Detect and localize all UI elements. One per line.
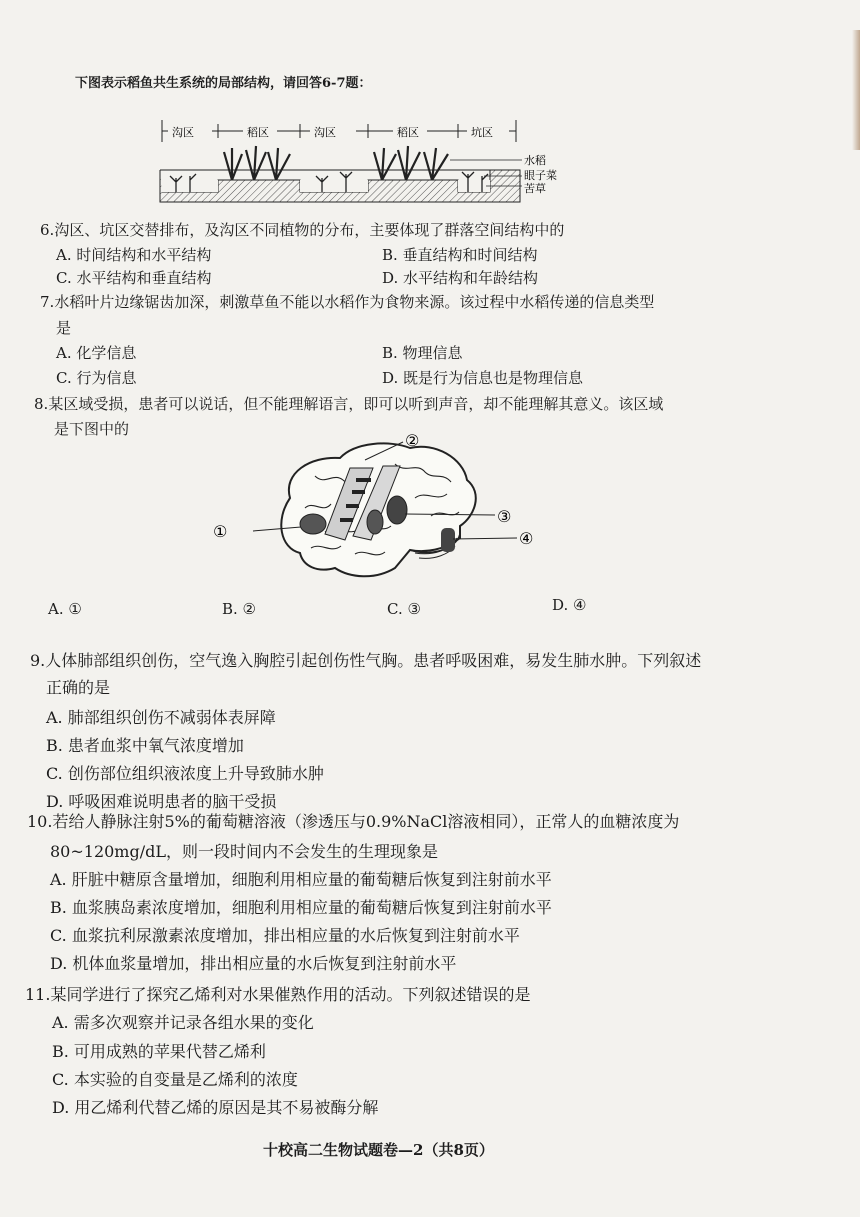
q10-option-d: D. 机体血浆量增加，排出相应量的水后恢复到注射前水平	[50, 954, 457, 973]
q8-text: 某区域受损，患者可以说话，但不能理解语言，即可以听到声音，却不能理解其意义。该区域	[48, 395, 664, 413]
q6-option-a: A. 时间结构和水平结构	[56, 246, 212, 264]
q7-option-d: D. 既是行为信息也是物理信息	[382, 369, 584, 387]
q9-option-a: A. 肺部组织创伤不减弱体表屏障	[46, 708, 276, 727]
q9-stem	[30, 651, 701, 671]
rice-plants	[224, 146, 448, 180]
q11-text: 某同学进行了探究乙烯利对水果催熟作用的活动。下列叙述错误的是	[50, 985, 531, 1004]
label-rice: 水稻	[524, 154, 546, 167]
q8-option-a: A. ①	[48, 600, 82, 618]
brain-diagram	[205, 428, 550, 593]
q11-option-c: C. 本实验的自变量是乙烯利的浓度	[52, 1070, 298, 1089]
q7-option-a: A. 化学信息	[56, 344, 137, 362]
q9-stem-cont: 正确的是	[46, 678, 111, 697]
q10-text: 若给人静脉注射5%的葡萄糖溶液（渗透压与0.9%NaCl溶液相同），正常人的血糖浓度为	[52, 812, 680, 831]
q9-option-d: D. 呼吸困难说明患者的脑干受损	[46, 792, 277, 811]
q6-number: 6.	[40, 221, 55, 239]
q6-text: 沟区、坑区交替排布，及沟区不同植物的分布，主要体现了群落空间结构中的	[54, 221, 565, 239]
q7-stem	[40, 292, 654, 312]
q11-stem	[25, 985, 530, 1005]
q10-option-c: C. 血浆抗利尿激素浓度增加，排出相应量的水后恢复到注射前水平	[50, 926, 520, 945]
label-pondweed: 眼子菜	[524, 169, 557, 182]
q9-option-b: B. 患者血浆中氧气浓度增加	[46, 736, 244, 755]
q7-stem-cont: 是	[56, 319, 72, 337]
q7-option-c: C. 行为信息	[56, 369, 137, 387]
brain-label-1: ①	[213, 522, 228, 541]
q10-option-a: A. 肝脏中糖原含量增加，细胞利用相应量的葡萄糖后恢复到注射前水平	[50, 870, 552, 889]
q8-stem-cont: 是下图中的	[54, 420, 130, 438]
rice-fish-diagram	[150, 112, 570, 222]
page-footer: 十校高二生物试题卷—2（共8页）	[263, 1141, 494, 1159]
q10-stem	[27, 812, 679, 832]
q10-stem-cont: 80~120mg/dL，则一段时间内不会发生的生理现象是	[50, 842, 438, 861]
label-eelgrass: 苦草	[524, 182, 546, 195]
q8-stem	[34, 394, 663, 414]
q6-option-b: B. 垂直结构和时间结构	[382, 246, 538, 264]
q7-text: 水稻叶片边缘锯齿加深，刺激草鱼不能以水稻作为食物来源。该过程中水稻传递的信息类型	[54, 293, 655, 311]
q9-number: 9.	[30, 651, 46, 670]
q11-option-d: D. 用乙烯利代替乙烯的原因是其不易被酶分解	[52, 1098, 379, 1117]
q6-option-d: D. 水平结构和年龄结构	[382, 269, 539, 287]
zone-label-4: 稻区	[397, 126, 419, 139]
q11-option-a: A. 需多次观察并记录各组水果的变化	[52, 1013, 314, 1032]
q8-option-b: B. ②	[222, 600, 257, 618]
q8-option-d: D. ④	[552, 596, 587, 614]
page-edge-shadow	[852, 30, 860, 150]
zone-label-2: 稻区	[247, 126, 269, 139]
q10-option-b: B. 血浆胰岛素浓度增加，细胞利用相应量的葡萄糖后恢复到注射前水平	[50, 898, 552, 917]
q11-number: 11.	[25, 985, 51, 1004]
zone-label-1: 沟区	[172, 126, 194, 139]
q8-option-c: C. ③	[387, 600, 421, 618]
zone-label-5: 坑区	[471, 126, 493, 139]
figure-intro: 下图表示稻鱼共生系统的局部结构，请回答6-7题：	[75, 76, 372, 91]
q10-number: 10.	[27, 812, 53, 831]
zone-label-3: 沟区	[314, 126, 336, 139]
q8-number: 8.	[34, 395, 49, 413]
brain-label-3: ③	[497, 507, 512, 526]
q7-option-b: B. 物理信息	[382, 344, 463, 362]
q9-option-c: C. 创伤部位组织液浓度上升导致肺水肿	[46, 764, 324, 783]
q9-text: 人体肺部组织创伤，空气逸入胸腔引起创伤性气胸。患者呼吸困难，易发生肺水肿。下列叙述	[45, 651, 702, 670]
q11-option-b: B. 可用成熟的苹果代替乙烯利	[52, 1042, 266, 1061]
q7-number: 7.	[40, 293, 55, 311]
brain-label-2: ②	[405, 431, 420, 450]
brain-label-4: ④	[519, 529, 534, 548]
q6-stem	[40, 220, 564, 240]
q6-option-c: C. 水平结构和垂直结构	[56, 269, 212, 287]
